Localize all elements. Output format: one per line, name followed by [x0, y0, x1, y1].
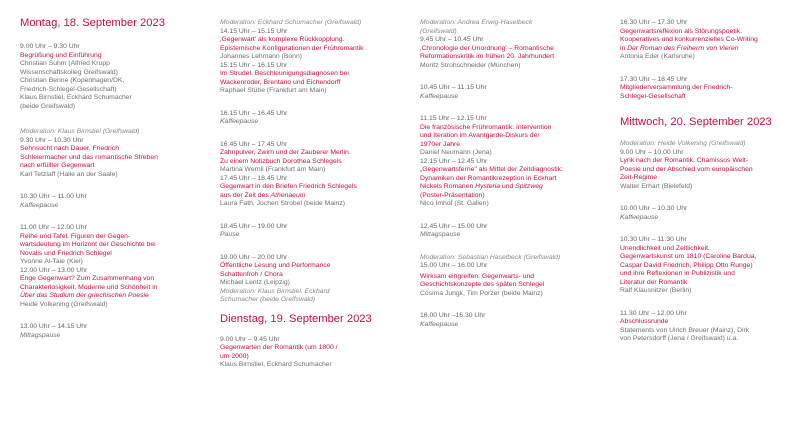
session-title: Zeit-Regime	[620, 174, 658, 181]
session-jungk-porzer	[420, 262, 606, 298]
session-time: 16.00 Uhr –16.30 Uhr	[420, 312, 486, 319]
session-title	[220, 192, 406, 201]
session-title: wartsdeutung im Horizont der Geschichte bei	[20, 241, 156, 248]
session-time: 9.30 Uhr – 10.30 Uhr	[20, 136, 84, 144]
session-title: Unendlichkeit und Zeitlichkeit.	[620, 244, 710, 252]
break-label: Kaffeepause	[620, 213, 659, 221]
session-fath-strobel	[220, 175, 406, 209]
session-title	[620, 45, 796, 54]
moderation-note: Moderation: Heide Volkening (Greifswald)	[620, 140, 746, 147]
session-time: 15.15 Uhr – 16.15 Uhr	[220, 61, 288, 69]
session-birnstiel-schumacher	[220, 336, 406, 370]
session-time: 10.45 Uhr – 11.15 Uhr	[420, 84, 487, 91]
session-title: Dynamiken der Romantikrezeption in Eckhart	[420, 174, 557, 182]
session-title	[420, 183, 606, 192]
session-wernli	[220, 141, 406, 175]
session-speaker: Klaus Birnstiel, Eckhard Schumacher	[220, 361, 332, 368]
session-time: 17.30 Uhr – 18.45 Uhr	[620, 75, 688, 83]
title-part-italic: Spitzweg	[515, 183, 543, 190]
session-speaker: Nico Imhof (St. Gallen)	[420, 200, 489, 207]
session-coffee-break	[420, 84, 606, 101]
session-title: „Gegenwartsferne" als Mittel der Zeitdiagnostik:	[420, 166, 563, 173]
column-monday	[20, 17, 206, 340]
session-time: 15.00 Uhr – 16.00 Uhr	[420, 262, 488, 269]
session-coffee-break	[220, 110, 406, 127]
session-time: 9.00 Uhr – 9.45 Uhr	[220, 335, 280, 343]
session-time: 12.00 Uhr – 13.00 Uhr	[20, 266, 88, 274]
break-label: Mittagspause	[420, 231, 461, 238]
session-title: Geschichtskonzepte des späten Schlegel	[420, 281, 545, 288]
moderation-note: (Greifswald)	[420, 27, 457, 35]
session-speaker: (beide Greifswald)	[20, 102, 76, 110]
session-title: Poesie und der Abschied vom europäischen	[620, 165, 753, 173]
moderation-note: Moderation: Andrea Erwig-Haselbeck	[420, 19, 533, 26]
session-general-assembly	[620, 76, 796, 102]
session-title: Novalis und Friedrich Schlegel	[20, 249, 112, 257]
moderation-note: Moderation: Klaus Birnstiel (Greifswald)	[20, 128, 140, 135]
session-title: Abschlussrunde	[620, 318, 669, 325]
session-speaker: Johannes Lehmann (Bonn)	[220, 53, 302, 60]
session-title: Reihe und Tafel. Figuren der Gegen-	[20, 232, 131, 240]
session-welcome	[20, 43, 206, 111]
session-time: 19.00 Uhr – 20.00 Uhr	[220, 253, 288, 261]
session-title: und ihre Reflexionen in Publizistik und	[620, 270, 735, 277]
break-label: Kaffeepause	[420, 92, 459, 100]
session-title: Gegenwart in den Briefen Friedrich Schlegels	[220, 183, 357, 190]
column-monday-afternoon	[220, 19, 406, 370]
session-coffee-break	[20, 193, 206, 210]
session-speaker: Walter Erhart (Bielefeld)	[620, 182, 693, 190]
break-label: Kaffeepause	[20, 201, 59, 209]
session-speaker: Raphael Stübe (Frankfurt am Main)	[220, 87, 327, 94]
session-title: Mitgliederversammlung der Friedrich-	[620, 84, 733, 91]
session-speaker: Laura Fath, Jochen Strobel (beide Mainz)	[220, 200, 346, 207]
break-label: Mittagspause	[20, 331, 61, 339]
title-part: Nickels Romanen	[420, 183, 476, 190]
session-eder	[620, 19, 796, 62]
session-speaker: Ralf Klausnitzer (Berlin)	[620, 287, 692, 294]
session-speaker: Martina Wernli (Frankfurt am Main)	[220, 166, 326, 173]
session-al-taie	[20, 224, 206, 267]
session-title: Reformationskritik im frühen 20. Jahrhundert	[420, 53, 555, 60]
session-title: Im Strudel. Beschleunigungsdiagnosen bei	[220, 70, 349, 77]
session-title: Schleiermacher und das romantische Streben	[20, 153, 158, 161]
session-pause	[220, 223, 406, 240]
session-volkening	[20, 267, 206, 310]
session-time: 16.15 Uhr – 16.45 Uhr	[220, 109, 288, 117]
session-coffee-break	[620, 205, 796, 222]
session-strohschneider	[420, 36, 606, 70]
session-speaker: Heide Volkening (Greifswald)	[20, 300, 108, 308]
session-coffee-break	[420, 312, 606, 329]
session-time: 10.30 Uhr – 11.00 Uhr	[20, 193, 87, 200]
moderation-note: Moderation: Sebastian Haselbeck (Greifswald)	[420, 253, 561, 261]
session-speaker: Friedrich-Schlegel-Gesellschaft)	[20, 85, 117, 93]
session-time: 18.45 Uhr – 19.00 Uhr	[220, 222, 288, 230]
session-time: 11.30 Uhr – 12.00 Uhr	[620, 309, 687, 317]
session-title: Über das Studium der griechischen Poesie	[20, 292, 149, 299]
session-speaker: Daniel Neumann (Jena)	[420, 149, 492, 156]
session-time: 12.15 Uhr – 12.45 Uhr	[420, 157, 488, 165]
session-speaker: Klaus Birnstiel, Eckhard Schumacher	[20, 94, 132, 101]
title-part: und	[500, 183, 516, 190]
session-title: Die französische Frühromantik: Intervention	[420, 123, 552, 131]
session-speaker: Antonia Eder (Karlsruhe)	[620, 53, 695, 60]
moderation-note: Moderation: Eckhard Schumacher (Greifswald)	[220, 19, 362, 26]
session-time: 16.45 Uhr – 17.45 Uhr	[220, 140, 288, 148]
session-lunch-break	[20, 323, 206, 340]
session-title: Epistemische Konfigurationen der Frühromantik	[220, 44, 364, 52]
break-label: Kaffeepause	[220, 118, 259, 125]
session-neumann	[420, 115, 606, 158]
session-klausnitzer	[620, 236, 796, 296]
session-title: Begrüßung und Einführung	[20, 51, 102, 59]
session-speaker: Moritz Strohschneider (München)	[420, 61, 521, 69]
session-title: ‚Chronologie der Unordnung' – Romantische	[420, 44, 554, 52]
session-closing-round	[620, 310, 796, 344]
session-lentz-reading	[220, 254, 406, 305]
day-heading-tuesday: Dienstag, 19. September 2023	[220, 312, 372, 325]
session-speaker: Yvonne Al-Taie (Kiel)	[20, 258, 83, 265]
session-title: Zahnpulver, Zwirn und der Zauberer Merlin.	[220, 149, 351, 156]
session-speaker: Christian Suhm (Alfried Krupp	[20, 60, 110, 67]
session-title: Enge Gegenwart? Zum Zusammenhang von	[20, 275, 155, 282]
session-speaker: Cosima Jungk, Tim Porzer (beide Mainz)	[420, 289, 543, 297]
session-title: Caspar David Friedrich, Philipp Otto Runge)	[620, 261, 753, 269]
session-time: 9.00 Uhr – 9.30 Uhr	[20, 43, 80, 50]
session-lehmann	[220, 28, 406, 62]
session-title: Wackenroder, Brentano und Eichendorff	[220, 78, 341, 86]
title-part: aus der Zeit des	[220, 191, 271, 199]
session-title: ‚Gegenwart' als komplexe Rückkopplung.	[220, 36, 345, 43]
break-label: Pause	[220, 231, 240, 238]
session-erhart	[620, 149, 796, 192]
session-title: nach erfüllter Gegenwart	[20, 162, 95, 169]
session-title: Lyrik nach der Romantik. Chamissos Welt-	[620, 157, 749, 164]
day-heading-wednesday: Mittwoch, 20. September 2023	[620, 116, 772, 128]
session-time: 10.00 Uhr – 10.30 Uhr	[620, 205, 688, 212]
session-stuebe	[220, 62, 406, 96]
session-time: 11.00 Uhr – 12.00 Uhr	[20, 224, 87, 231]
day-heading-monday: Montag, 18. September 2023	[20, 17, 165, 29]
session-speaker: Christian Benne (Kopenhagen/DK,	[20, 77, 125, 84]
session-title: Wirksam eingreifen. Gegenwarts- und	[420, 272, 535, 280]
moderation-note: Moderation: Klaus Birnstiel, Eckhard	[220, 287, 330, 295]
moderation-note: Schumacher (beide Greifswald)	[220, 296, 316, 303]
session-title: Gegenwartskunst um 1810 (Caroline Bardua,	[620, 253, 757, 260]
session-speaker: Statements von Ulrich Breuer (Mainz), Dirk	[620, 326, 750, 334]
break-label: Kaffeepause	[420, 320, 459, 328]
session-tetzlaff	[20, 137, 206, 180]
session-time: 9.00 Uhr – 10.00 Uhr	[620, 148, 684, 156]
session-title: Zu einem Notizbuch Dorothea Schlegels	[220, 157, 342, 165]
title-part-italic: Der Roman des Freiherrn von Vieren	[627, 44, 739, 52]
session-imhof	[420, 158, 606, 209]
session-title: (Poster-Präsentation)	[420, 191, 485, 199]
title-part-italic: Hysteria	[475, 183, 501, 190]
session-title: Gegenwarten der Romantik (um 1800 /	[220, 344, 338, 351]
title-part-italic: Athenaeum	[270, 191, 306, 199]
session-title: um 2000)	[220, 352, 249, 360]
session-speaker: Wissenschaftskolleg Greifswald)	[20, 68, 118, 76]
session-title: und Iteration im Avantgarde-Diskurs der	[420, 132, 540, 139]
session-time: 10.30 Uhr – 11.30 Uhr	[620, 236, 687, 243]
session-time: 16.30 Uhr – 17.30 Uhr	[620, 19, 688, 26]
session-time: 17.45 Uhr – 18.45 Uhr	[220, 174, 288, 182]
session-time: 13.00 Uhr – 14.15 Uhr	[20, 323, 88, 330]
session-speaker: Karl Tetzlaff (Halle an der Saale)	[20, 170, 118, 178]
column-wednesday	[620, 19, 796, 344]
title-part: in	[620, 44, 628, 52]
session-lunch-break	[420, 223, 606, 240]
session-speaker: von Petersdorff (Jena / Greifswald) u.a.	[620, 335, 739, 342]
session-title: Kooperatives und konkurrenzielles Co-Writing	[620, 36, 758, 43]
column-tuesday	[420, 19, 606, 329]
session-title: Schlegel-Gesellschaft	[620, 92, 686, 100]
session-time: 11.15 Uhr – 12.15 Uhr	[420, 115, 487, 122]
session-speaker: Michael Lentz (Leipzig)	[220, 279, 290, 286]
session-title: Literatur der Romantik	[620, 278, 688, 286]
session-time: 12.45 Uhr – 15.00 Uhr	[420, 222, 488, 230]
session-title: 1970er Jahre	[420, 140, 461, 148]
session-title: Öffentliche Lesung und Performance	[220, 262, 331, 269]
session-time: 9.45 Uhr – 10.45 Uhr	[420, 36, 484, 43]
session-title: Sehnsucht nach Dauer. Friedrich	[20, 145, 119, 152]
session-title: Gegenwartsreflexion als Störungspoetik.	[620, 27, 743, 35]
session-time: 14.15 Uhr – 15.15 Uhr	[220, 27, 288, 35]
session-title: Schattenfroh / Chora	[220, 270, 283, 278]
session-title: Charakterlosigkeit, Moderne und Schönheit in	[20, 283, 158, 291]
